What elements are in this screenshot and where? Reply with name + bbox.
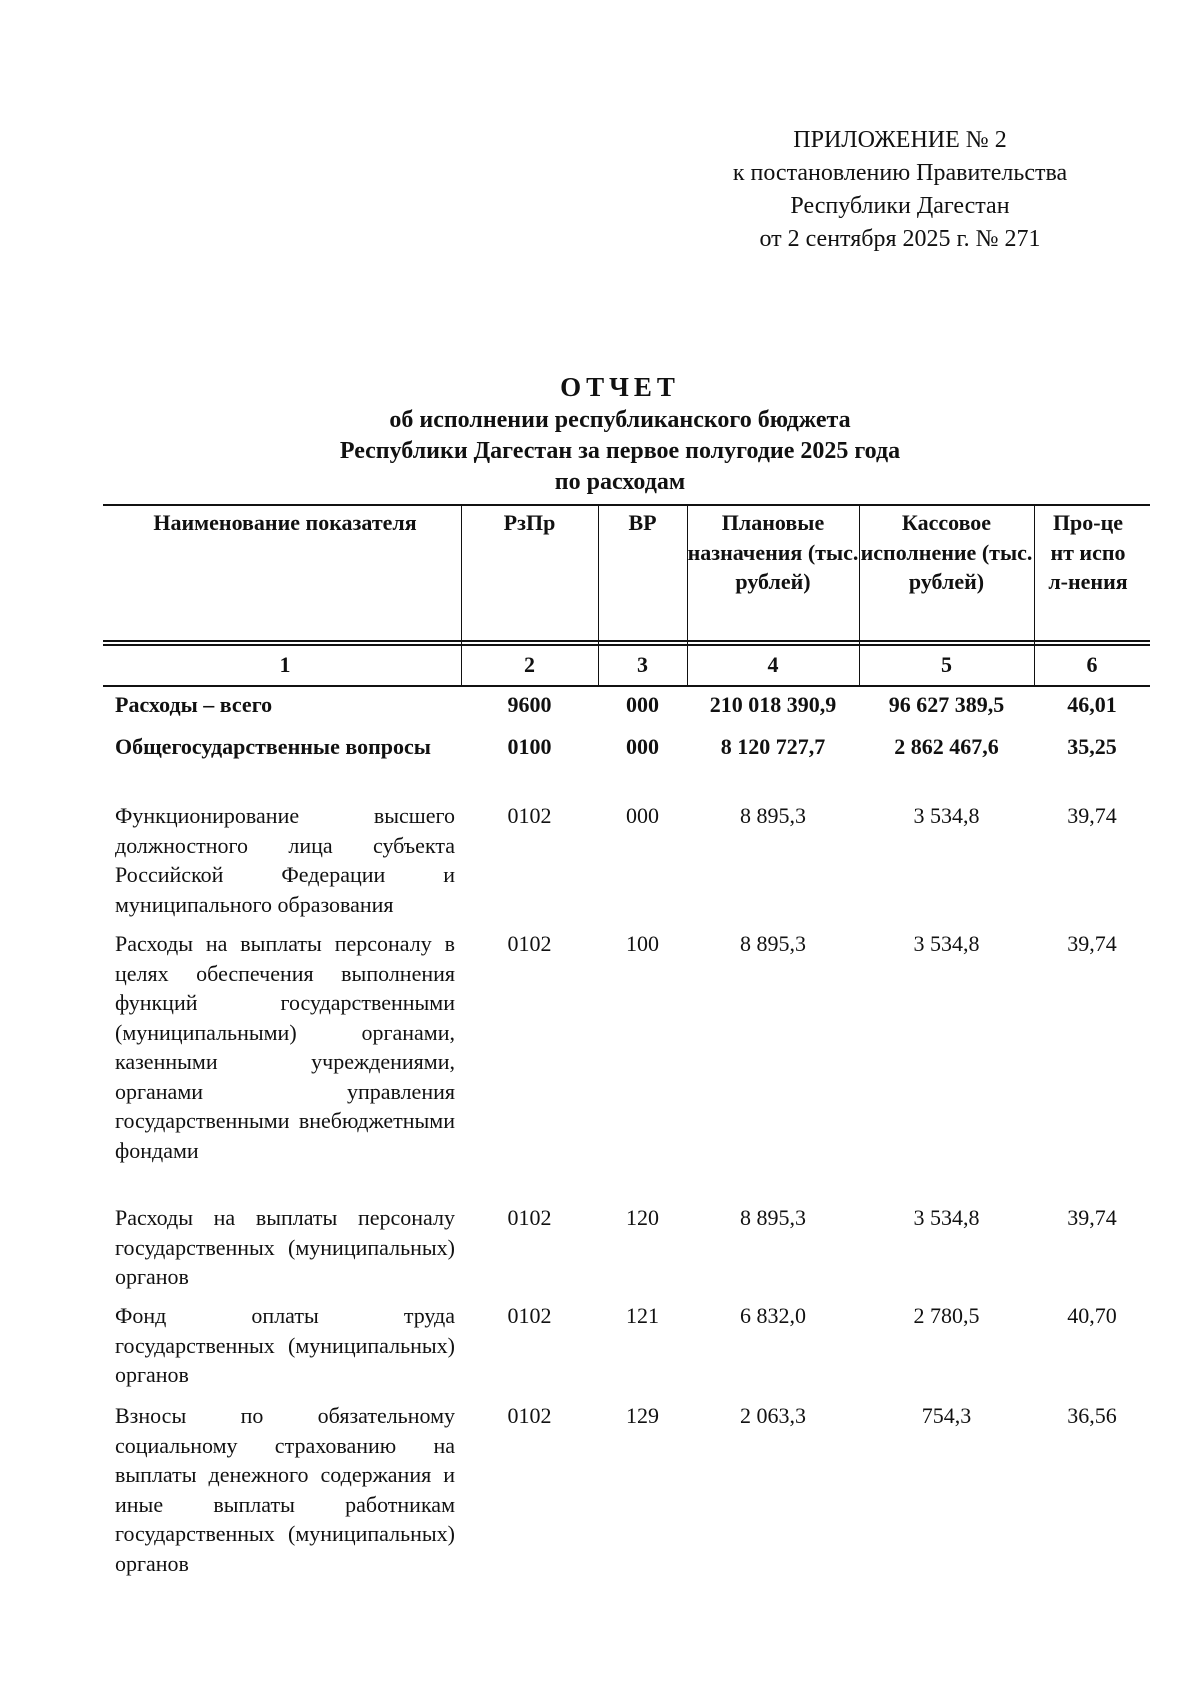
colnum-2: 2 (524, 652, 535, 677)
title-line-4: по расходам (554, 469, 686, 495)
header-fact: Кассовое исполнение (тыс. рублей) (860, 510, 1033, 594)
title-line-3: Республики Дагестан за первое полугодие 2025 года (339, 438, 901, 464)
colnum-4: 4 (767, 652, 779, 677)
row-vr: 129 (626, 1403, 659, 1428)
row-vr: 000 (626, 692, 659, 717)
row-fact: 3 534,8 (913, 1205, 980, 1230)
row-percent: 36,56 (1067, 1403, 1117, 1428)
title-main: ОТЧЕТ (560, 372, 680, 402)
row-name (115, 1401, 455, 1578)
row-name-text: Функционирование высшего должностного лица субъекта Российской Федерации и муниципального образования (115, 803, 455, 917)
header-rzpr: РзПр (503, 510, 556, 535)
row-name (115, 1301, 455, 1390)
row-rzpr: 0102 (507, 803, 552, 828)
row-fact: 3 534,8 (913, 803, 980, 828)
row-percent: 35,25 (1067, 734, 1117, 759)
header-vr: ВР (628, 510, 657, 535)
row-name-text: Расходы – всего (115, 692, 273, 717)
row-plan: 2 063,3 (740, 1403, 806, 1428)
row-rzpr: 0102 (507, 1205, 552, 1230)
table-top-border (103, 504, 1150, 506)
row-rzpr: 0102 (507, 1403, 552, 1428)
row-fact: 96 627 389,5 (888, 692, 1005, 717)
colnum-6: 6 (1086, 652, 1098, 677)
appendix-number: ПРИЛОЖЕНИЕ № 2 (793, 127, 1007, 153)
row-plan: 8 895,3 (740, 803, 806, 828)
row-name (115, 732, 455, 762)
row-plan: 8 895,3 (740, 931, 806, 956)
row-vr: 121 (626, 1303, 659, 1328)
row-percent: 39,74 (1067, 931, 1117, 956)
row-rzpr: 0102 (507, 1303, 552, 1328)
row-plan: 6 832,0 (740, 1303, 806, 1328)
row-name (115, 801, 455, 919)
colnum-1: 1 (279, 652, 291, 677)
header-divider (103, 640, 1150, 642)
row-fact: 3 534,8 (913, 931, 980, 956)
appendix-block (640, 124, 1160, 256)
row-fact: 754,3 (921, 1403, 972, 1428)
row-name (115, 929, 455, 1165)
row-name-text: Взносы по обязательному социальному страхованию на выплаты денежного содержания и иные выплаты работникам государственных (муниципальных) органов (115, 1403, 455, 1576)
row-name-text: Фонд оплаты труда государственных (муниципальных) органов (115, 1303, 455, 1387)
row-plan: 8 120 727,7 (720, 734, 826, 759)
row-name (115, 690, 455, 720)
row-name-text: Общегосударственные вопросы (115, 734, 431, 759)
row-vr: 120 (626, 1205, 659, 1230)
row-rzpr: 0100 (507, 734, 552, 759)
row-plan: 210 018 390,9 (709, 692, 837, 717)
row-percent: 39,74 (1067, 1205, 1117, 1230)
title-line-2: об исполнении республиканского бюджета (389, 407, 851, 433)
header-name: Наименование показателя (153, 510, 417, 535)
row-fact: 2 780,5 (913, 1303, 980, 1328)
appendix-ref: к постановлению Правительства (732, 160, 1068, 186)
header-plan: Плановые назначения (тыс. рублей) (687, 510, 859, 594)
row-percent: 39,74 (1067, 803, 1117, 828)
row-percent: 40,70 (1067, 1303, 1117, 1328)
appendix-date: от 2 сентября 2025 г. № 271 (759, 226, 1041, 252)
header-divider-2 (103, 644, 1150, 646)
colnum-5: 5 (941, 652, 952, 677)
document-title (200, 369, 1040, 498)
numbers-divider (103, 685, 1150, 687)
row-rzpr: 0102 (507, 931, 552, 956)
row-fact: 2 862 467,6 (894, 734, 999, 759)
row-plan: 8 895,3 (740, 1205, 806, 1230)
row-name-text: Расходы на выплаты персоналу государственных (муниципальных) органов (115, 1205, 455, 1289)
row-vr: 000 (626, 803, 659, 828)
row-name-text: Расходы на выплаты персоналу в целях обеспечения выполнения функций государственными (муниципальными) органами, казенными учреждениями, органами управления государственными внебюджетными фондами (115, 931, 455, 1163)
header-percent: Про-цент испол-нения (1048, 510, 1128, 594)
row-name (115, 1203, 455, 1292)
appendix-republic: Республики Дагестан (790, 193, 1010, 219)
row-vr: 000 (626, 734, 659, 759)
row-vr: 100 (626, 931, 659, 956)
colnum-3: 3 (637, 652, 648, 677)
row-percent: 46,01 (1067, 692, 1117, 717)
row-rzpr: 9600 (507, 692, 552, 717)
